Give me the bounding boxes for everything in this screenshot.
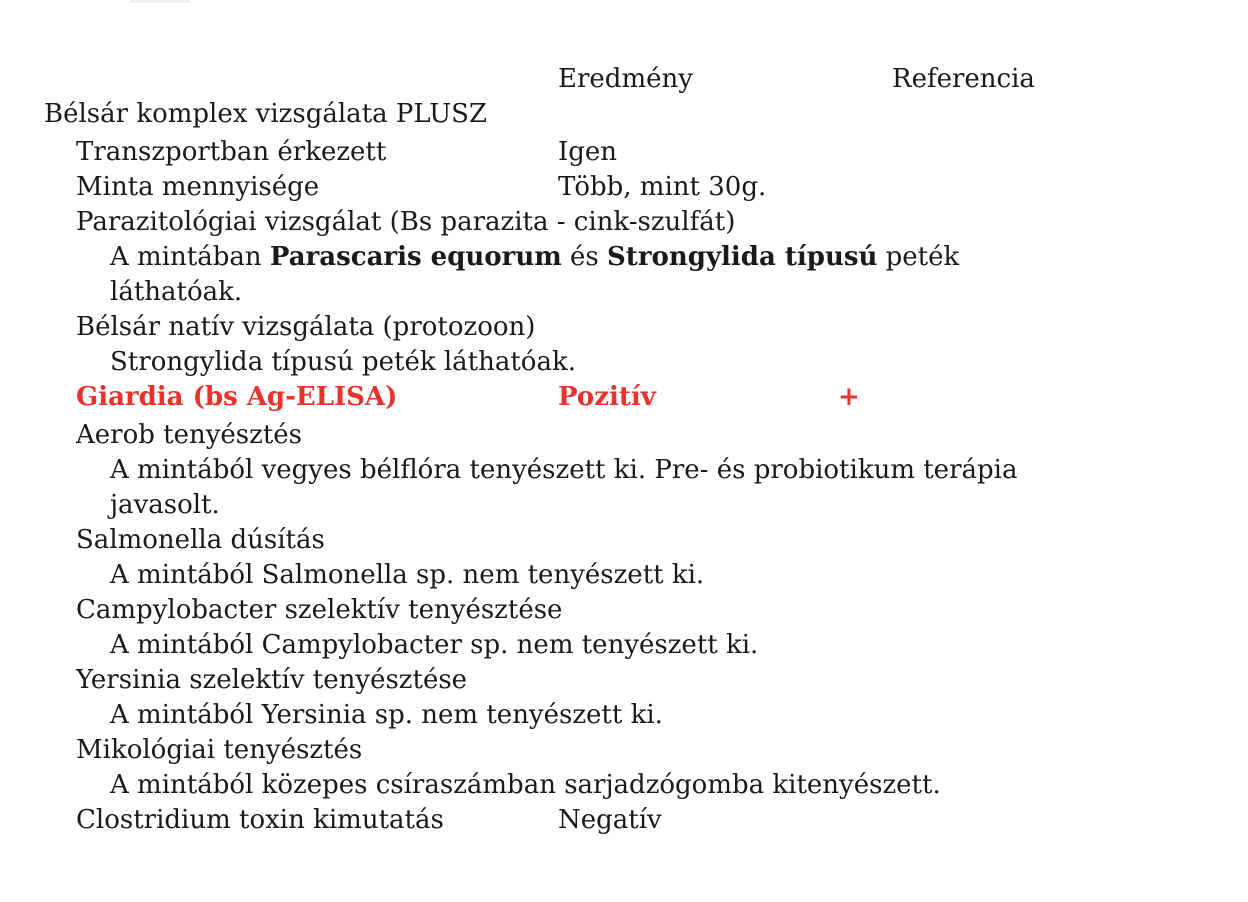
header-result: Eredmény [558,64,693,94]
finding-part: peték [877,242,960,272]
finding-text: A mintából Yersinia sp. nem tenyészett ki. [110,700,663,730]
test-label: Parazitológiai vizsgálat (Bs parazita - cink-szulfát) [76,207,736,237]
header-reference: Referencia [892,64,1035,94]
test-label: Bélsár natív vizsgálata (protozoon) [76,312,536,342]
finding-text: láthatóak. [110,277,243,307]
faint-header-artifact [130,0,190,3]
test-value-positive: Pozitív [558,382,656,412]
finding-text: Strongylida típusú peték láthatóak. [110,347,576,377]
test-value: Több, mint 30g. [558,172,767,202]
test-label: Transzportban érkezett [76,137,387,167]
finding-organism-2: Strongylida típusú [607,242,878,272]
test-value: Igen [558,137,618,167]
test-label: Campylobacter szelektív tenyésztése [76,595,563,625]
finding-text: A mintából közepes csíraszámban sarjadzógomba kitenyészett. [110,770,941,800]
test-label: Salmonella dúsítás [76,525,325,555]
test-label: Yersinia szelektív tenyésztése [76,665,468,695]
test-label: Mikológiai tenyésztés [76,735,363,765]
test-value: Negatív [558,805,662,835]
test-label: Aerob tenyésztés [76,420,303,450]
positive-flag-icon: + [838,382,860,412]
test-label: Giardia (bs Ag-ELISA) [76,382,398,412]
finding-text: A mintából Campylobacter sp. nem tenyészett ki. [110,630,759,660]
finding-text: A mintából vegyes bélflóra tenyészett ki. Pre- és probiotikum terápia [110,455,1018,485]
finding-part: A mintában [110,242,270,272]
test-label: Clostridium toxin kimutatás [76,805,444,835]
finding-organism-1: Parascaris equorum [269,242,562,272]
test-label: Minta mennyisége [76,172,320,202]
finding-text: A mintából Salmonella sp. nem tenyészett ki. [110,560,705,590]
finding-text [110,240,959,275]
panel-title-text: Bélsár komplex vizsgálata PLUSZ [44,99,488,129]
finding-text: javasolt. [110,490,220,520]
finding-part: és [561,242,608,272]
